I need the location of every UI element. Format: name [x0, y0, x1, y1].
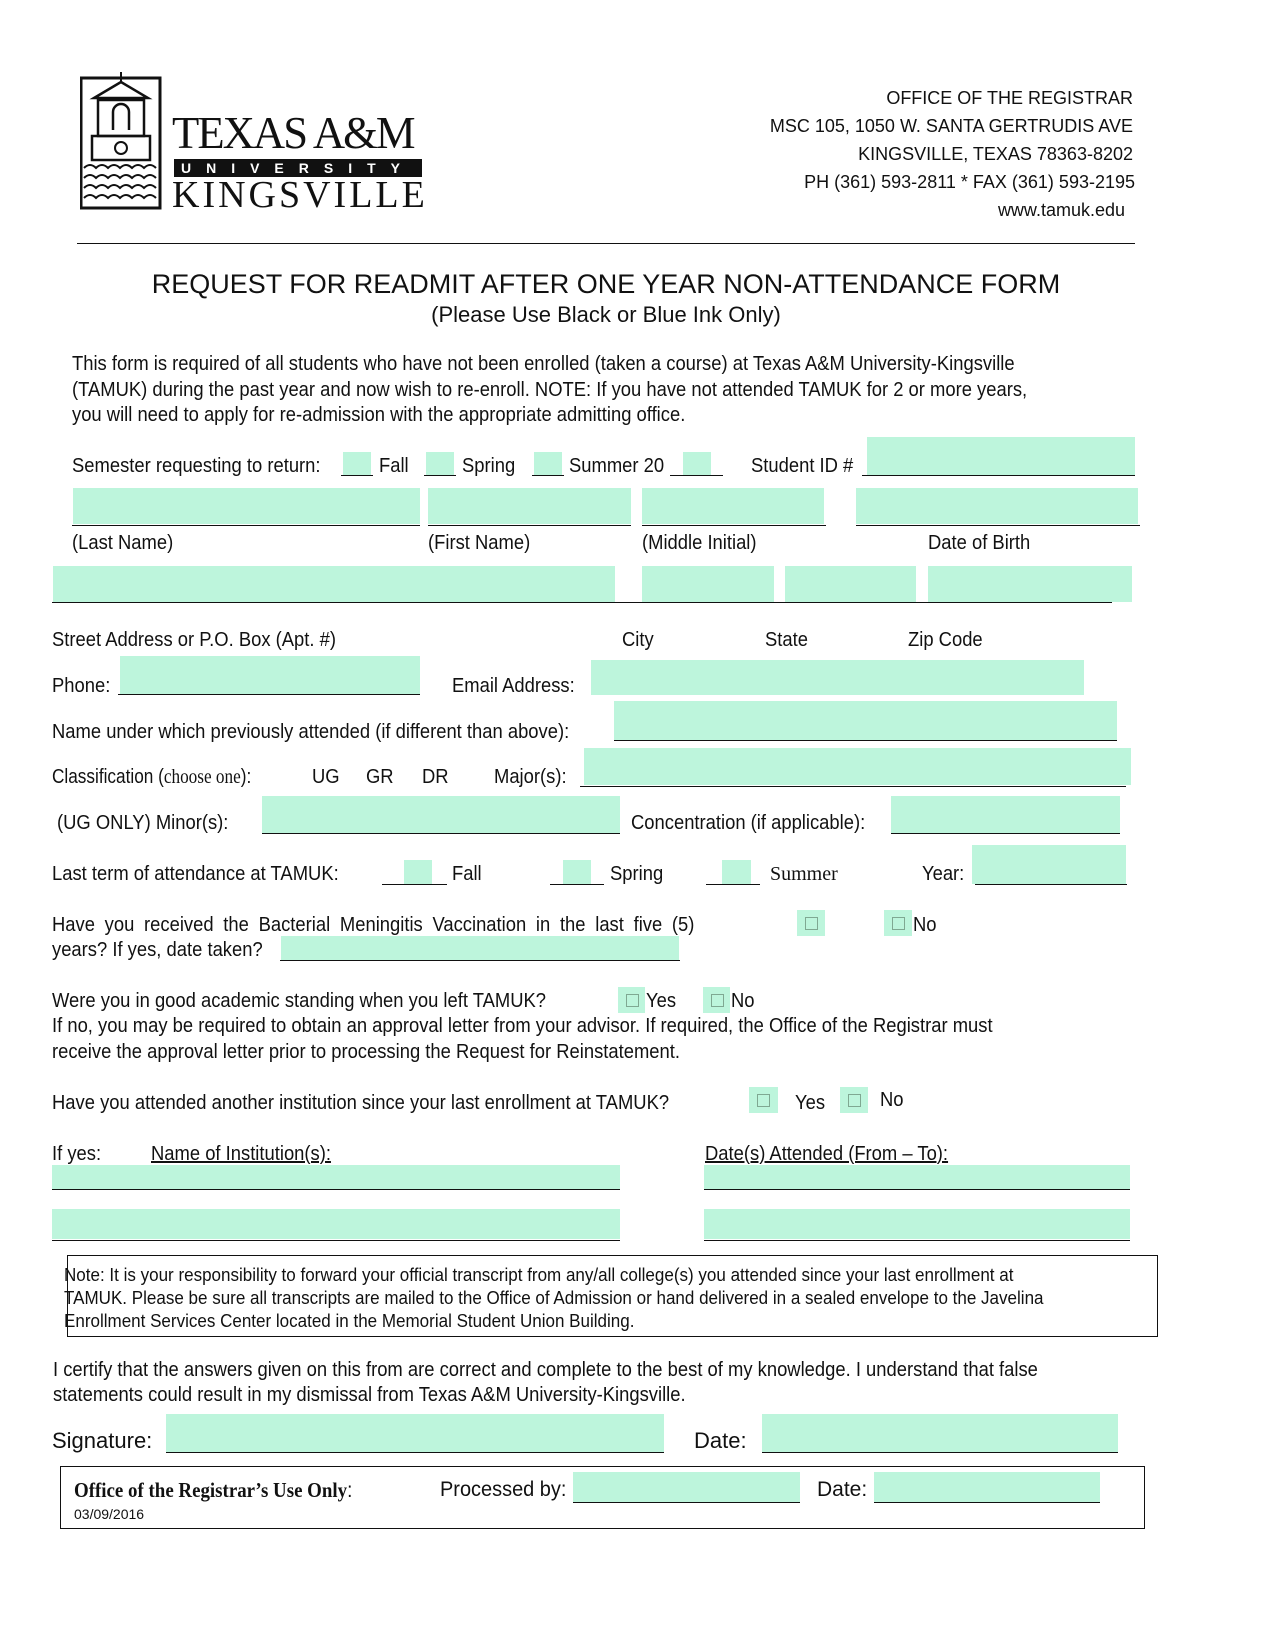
semester-summer-field[interactable] — [534, 452, 562, 476]
signature-date-field[interactable] — [762, 1414, 1118, 1452]
institution-name-field-1[interactable] — [52, 1165, 620, 1189]
email-label: Email Address: — [452, 675, 575, 697]
meningitis-date-field[interactable] — [281, 936, 679, 960]
office-name: OFFICE OF THE REGISTRAR — [886, 88, 1133, 108]
last-term-label: Last term of attendance at TAMUK: — [52, 863, 339, 885]
if-yes-label: If yes: — [52, 1143, 102, 1165]
note-line-2: TAMUK. Please be sure all transcripts are mailed to the Office of Admission or hand delivered in a sealed envelope to the Javelina — [64, 1287, 1044, 1308]
office-address: MSC 105, 1050 W. SANTA GERTRUDIS AVE — [769, 116, 1133, 136]
minor-field[interactable] — [262, 796, 620, 833]
first-name-field[interactable] — [428, 488, 631, 524]
underline — [280, 960, 680, 961]
last-name-label: (Last Name) — [72, 532, 174, 554]
street-address-field[interactable] — [53, 566, 615, 602]
major-label: Major(s): — [494, 766, 567, 788]
office-use-title — [74, 1478, 352, 1503]
processed-by-label: Processed by: — [440, 1478, 567, 1501]
signature-field[interactable] — [166, 1414, 664, 1452]
city-label: City — [622, 629, 654, 651]
minor-label: (UG ONLY) Minor(s): — [57, 812, 229, 834]
underline — [262, 833, 620, 834]
state-label: State — [765, 629, 808, 651]
note-line-3: Enrollment Services Center located in the Memorial Student Union Building. — [64, 1310, 635, 1331]
date-of-birth-field[interactable] — [856, 488, 1138, 524]
phone-field[interactable] — [120, 656, 420, 694]
meningitis-question-line-2: years? If yes, date taken? — [52, 939, 263, 961]
dates-attended-field-1[interactable] — [704, 1165, 1130, 1189]
logo-university-bar: UNIVERSITY — [174, 159, 422, 177]
underline — [52, 1240, 620, 1241]
classification-gr[interactable]: GR — [366, 766, 394, 788]
year-field[interactable] — [972, 845, 1126, 884]
standing-no-label: No — [731, 990, 755, 1012]
underline — [532, 475, 564, 476]
last-term-spring-label: Spring — [610, 863, 664, 885]
classification-dr[interactable]: DR — [422, 766, 449, 788]
underline — [341, 475, 373, 476]
other-institution-no-checkbox[interactable] — [840, 1087, 868, 1113]
classification-ug[interactable]: UG — [312, 766, 340, 788]
underline — [166, 1452, 664, 1453]
standing-note-line-1: If no, you may be required to obtain an approval letter from your advisor. If required, the Office of the Registrar must — [52, 1015, 993, 1037]
standing-question: Were you in good academic standing when you left TAMUK? — [52, 990, 547, 1012]
underline — [580, 786, 1126, 787]
underline — [72, 525, 420, 526]
concentration-label: Concentration (if applicable): — [631, 812, 866, 834]
previous-name-field[interactable] — [614, 701, 1117, 740]
header-divider — [77, 243, 1135, 244]
zip-code-field[interactable] — [928, 566, 1132, 602]
underline — [52, 1189, 620, 1190]
underline — [614, 740, 1117, 741]
signature-date-label: Date: — [694, 1428, 747, 1453]
form-subtitle: (Please Use Black or Blue Ink Only) — [431, 302, 781, 327]
state-field[interactable] — [785, 566, 916, 602]
logo-texas-am: TEXAS A&M — [172, 107, 414, 158]
office-use-colon: : — [347, 1479, 353, 1502]
checkbox-icon — [626, 994, 639, 1007]
previous-name-label: Name under which previously attended (if different than above): — [52, 721, 570, 743]
intro-line-1: This form is required of all students who have not been enrolled (taken a course) at Texas A&M University-Kingsville — [72, 353, 1015, 375]
semester-spring-label: Spring — [462, 455, 516, 477]
classification-label-text: Classification ( — [52, 766, 164, 788]
choose-one-text: choose one — [163, 766, 241, 788]
other-institution-yes-checkbox[interactable] — [749, 1087, 778, 1113]
underline — [670, 475, 723, 476]
semester-fall-field[interactable] — [343, 452, 371, 476]
underline — [975, 884, 1127, 885]
last-term-summer-label: Summer — [770, 863, 838, 885]
underline — [424, 475, 456, 476]
underline — [856, 525, 1140, 526]
meningitis-question-line-1: Have you received the Bacterial Meningitis Vaccination in the last five (5) — [52, 914, 695, 936]
student-id-field[interactable] — [867, 437, 1135, 476]
phone-label: Phone: — [52, 675, 111, 697]
checkbox-icon — [848, 1094, 861, 1107]
certify-line-1: I certify that the answers given on this from are correct and complete to the best of my knowledge. I understand that false — [53, 1359, 1038, 1381]
middle-initial-label: (Middle Initial) — [642, 532, 757, 554]
underline — [762, 1452, 1118, 1453]
bell-tower-logo-icon — [80, 70, 162, 210]
major-field[interactable] — [584, 748, 1131, 785]
university-logo — [80, 70, 430, 216]
underline — [874, 1502, 1100, 1503]
office-use-title-text: Office of the Registrar’s Use Only — [74, 1478, 348, 1502]
underline — [704, 1189, 1130, 1190]
underline — [382, 884, 447, 885]
processed-by-field[interactable] — [573, 1472, 800, 1502]
checkbox-icon — [805, 917, 818, 930]
semester-fall-label: Fall — [379, 455, 409, 477]
other-institution-yes-label: Yes — [795, 1092, 826, 1114]
underline — [52, 602, 1112, 603]
checkbox-icon — [711, 994, 724, 1007]
dates-attended-field-2[interactable] — [704, 1209, 1130, 1239]
institution-name-label: Name of Institution(s): — [151, 1143, 331, 1165]
underline — [891, 833, 1120, 834]
office-date-label: Date: — [817, 1478, 868, 1501]
last-term-fall-label: Fall — [452, 863, 482, 885]
standing-yes-label: Yes — [646, 990, 677, 1012]
last-term-spring-field[interactable] — [563, 860, 591, 884]
office-city: KINGSVILLE, TEXAS 78363-8202 — [858, 144, 1133, 164]
note-line-1: Note: It is your responsibility to forward your official transcript from any/all college(s) you attended since your last enrollment at — [64, 1264, 1014, 1285]
checkbox-icon — [892, 917, 905, 930]
standing-no-checkbox[interactable] — [703, 987, 730, 1013]
certify-line-2: statements could result in my dismissal from Texas A&M University-Kingsville. — [53, 1384, 686, 1406]
classification-label — [52, 765, 251, 789]
underline — [550, 884, 604, 885]
last-name-field[interactable] — [73, 488, 420, 524]
underline — [706, 884, 760, 885]
underline — [642, 525, 826, 526]
logo-kingsville: KINGSVILLE — [172, 174, 428, 216]
dates-attended-label: Date(s) Attended (From – To): — [705, 1143, 949, 1165]
semester-summer-label: Summer 20 — [569, 455, 665, 477]
date-of-birth-label: Date of Birth — [928, 532, 1031, 554]
semester-year-field[interactable] — [683, 452, 711, 476]
checkbox-icon — [757, 1094, 770, 1107]
underline — [428, 525, 631, 526]
underline — [573, 1502, 800, 1503]
street-address-label: Street Address or P.O. Box (Apt. #) — [52, 629, 336, 651]
intro-line-2: (TAMUK) during the past year and now wish to re-enroll. NOTE: If you have not attended TAMUK for 2 or more years, — [72, 379, 1028, 401]
office-website[interactable]: www.tamuk.edu — [997, 200, 1125, 220]
classification-label-end: ): — [240, 766, 252, 788]
underline — [118, 694, 420, 695]
standing-yes-checkbox[interactable] — [618, 987, 645, 1013]
intro-line-3: you will need to apply for re-admission with the appropriate admitting office. — [72, 404, 686, 426]
meningitis-no-checkbox[interactable] — [884, 910, 912, 936]
middle-initial-field[interactable] — [642, 488, 824, 524]
form-title: REQUEST FOR READMIT AFTER ONE YEAR NON-ATTENDANCE FORM — [151, 269, 1061, 299]
other-institution-no-label: No — [880, 1089, 904, 1111]
other-institution-question: Have you attended another institution since your last enrollment at TAMUK? — [52, 1092, 670, 1114]
signature-label: Signature: — [52, 1428, 153, 1453]
email-field[interactable] — [591, 660, 1084, 695]
underline — [862, 475, 1135, 476]
standing-note-line-2: receive the approval letter prior to processing the Request for Reinstatement. — [52, 1041, 680, 1063]
semester-label: Semester requesting to return: — [72, 455, 321, 477]
meningitis-yes-checkbox[interactable] — [797, 910, 825, 936]
year-label: Year: — [922, 863, 965, 885]
concentration-field[interactable] — [891, 796, 1120, 833]
office-phone: PH (361) 593-2811 * FAX (361) 593-2195 — [804, 172, 1135, 192]
meningitis-no-label: No — [913, 914, 937, 936]
zip-code-label: Zip Code — [908, 629, 983, 651]
student-id-label: Student ID # — [751, 455, 854, 477]
last-term-fall-field[interactable] — [404, 860, 432, 884]
city-field[interactable] — [642, 566, 774, 602]
semester-spring-field[interactable] — [426, 452, 454, 476]
underline — [704, 1240, 1130, 1241]
last-term-summer-field[interactable] — [722, 860, 751, 884]
first-name-label: (First Name) — [428, 532, 531, 554]
office-date-field[interactable] — [874, 1472, 1100, 1502]
institution-name-field-2[interactable] — [52, 1209, 620, 1239]
form-revision-date: 03/09/2016 — [74, 1506, 145, 1522]
